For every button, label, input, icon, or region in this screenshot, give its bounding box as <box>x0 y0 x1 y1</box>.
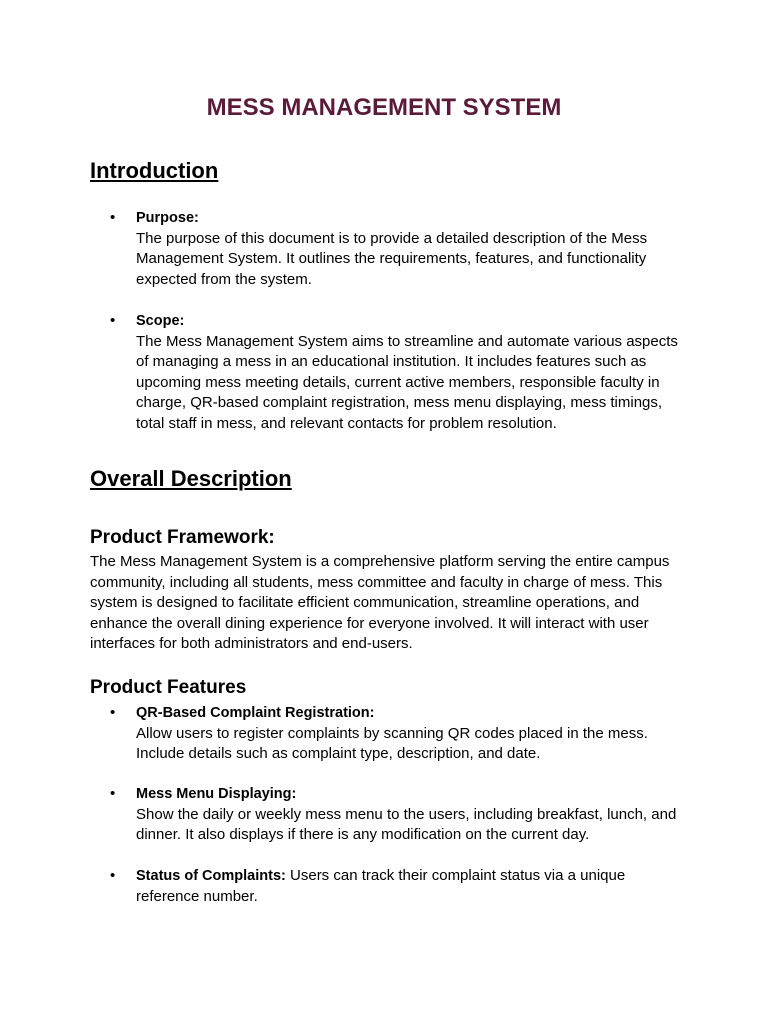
feature-body <box>136 866 681 907</box>
feature-text: Allow users to register complaints by scanning QR codes placed in the mess. Include details such as complaint type, description, and date. <box>136 724 648 763</box>
introduction-heading: Introduction <box>90 158 219 183</box>
bullet-icon: • <box>110 867 116 884</box>
bullet-icon: • <box>110 785 116 802</box>
purpose-body <box>136 208 681 290</box>
feature-title: Mess Menu Displaying: <box>136 786 297 802</box>
purpose-text: The purpose of this document is to provide a detailed description of the Mess Management System. It outlines the requirements, features, and functionality expected from the system. <box>136 229 648 288</box>
feature-text: Users can track their complaint status via a unique reference number. <box>136 867 626 905</box>
feature-text: Show the daily or weekly mess menu to the users, including breakfast, lunch, and dinner. It also displays if there is any modification on the current day. <box>136 805 677 844</box>
feature-body <box>136 703 681 765</box>
bullet-icon: • <box>110 312 116 329</box>
purpose-title: Purpose: <box>136 210 199 226</box>
feature-title: Status of Complaints: <box>136 868 286 884</box>
bullet-icon: • <box>110 209 116 226</box>
overall-description-heading: Overall Description <box>90 466 292 491</box>
scope-text: The Mess Management System aims to streamline and automate various aspects of managing a mess in an educational institution. It includes features such as upcoming mess meeting details, current active members, responsible faculty in charge, QR-based complaint registration, mess menu displaying, mess timings, total staff in mess, and relevant contacts for problem resolution. <box>136 332 678 432</box>
feature-body <box>136 784 681 846</box>
scope-title: Scope: <box>136 313 185 329</box>
product-framework-text: The Mess Management System is a comprehensive platform serving the entire campus community, including all students, mess committee and faculty in charge of mess. This system is designed to facilitate efficient communication, streamline operations, and enhance the overall dining experience for everyone involved. It will interact with user interfaces for both administrators and end-users. <box>90 553 670 653</box>
feature-title: QR-Based Complaint Registration: <box>136 705 375 721</box>
document-title: MESS MANAGEMENT SYSTEM <box>206 94 562 121</box>
scope-body <box>136 311 681 435</box>
product-framework-heading: Product Framework: <box>90 527 275 548</box>
bullet-icon: • <box>110 704 116 721</box>
product-features-heading: Product Features <box>90 677 247 698</box>
